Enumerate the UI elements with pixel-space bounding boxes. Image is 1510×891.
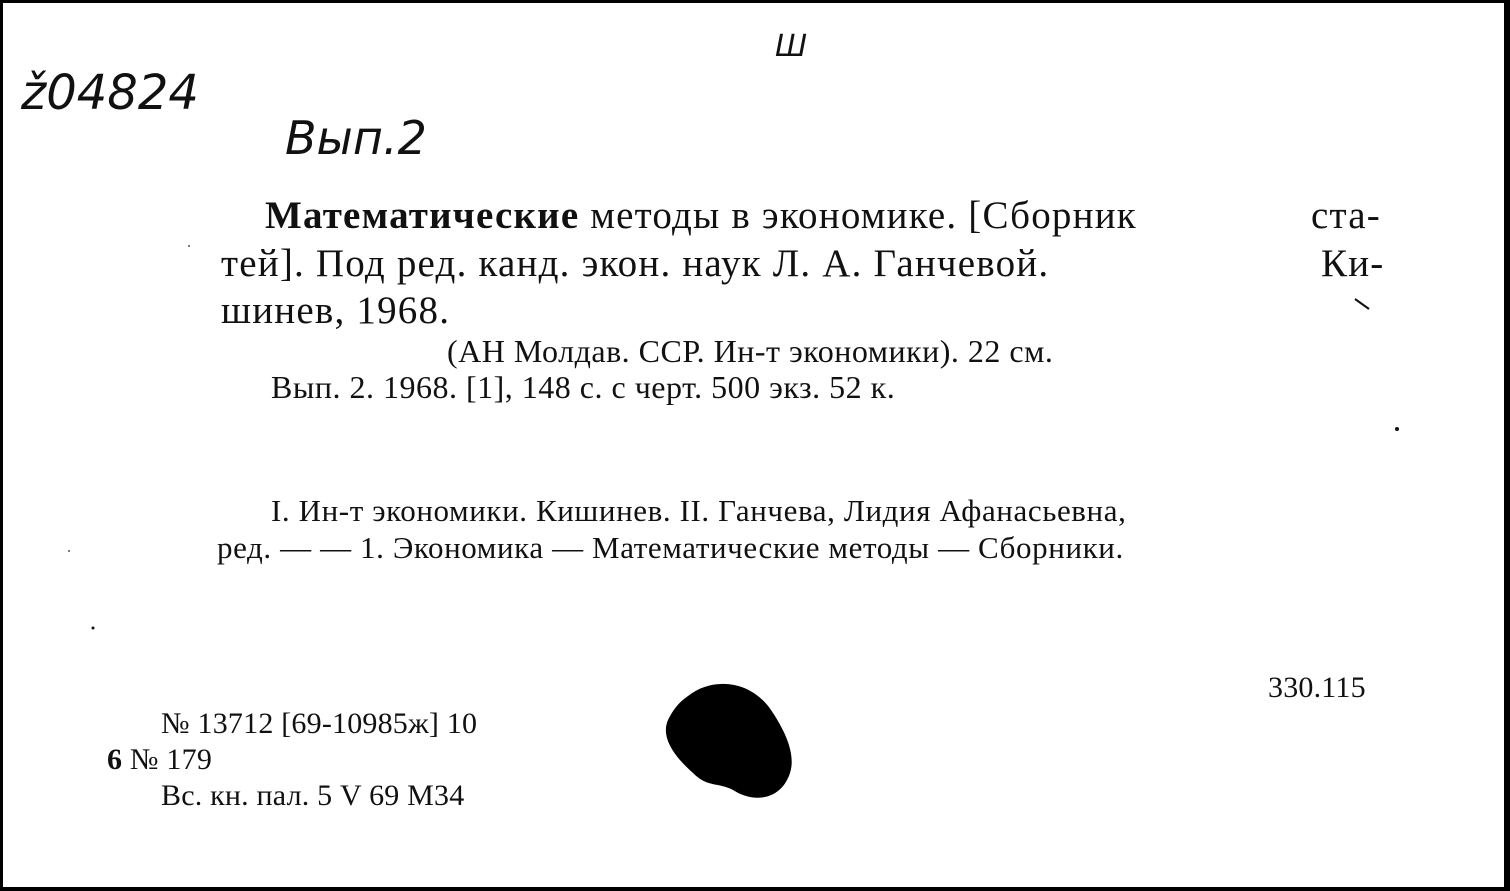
footer-line-2-text: № 179	[129, 743, 213, 776]
handwritten-corner-mark: Ш	[775, 29, 808, 64]
title-line-1-text: методы в экономике. [Сборник	[590, 194, 1137, 237]
tracings-line-2: ред. — — 1. Экономика — Математические методы — Сборники.	[217, 530, 1124, 565]
volume-line: Вып. 2. 1968. [1], 148 с. с черт. 500 экз. 52 к.	[271, 369, 896, 405]
series-statement: (АН Молдав. ССР. Ин-т экономики). 22 см.	[447, 333, 1054, 369]
title-line-3: шинев, 1968.	[221, 289, 451, 332]
title-line-2: тей]. Под ред. канд. экон. наук Л. А. Ганчевой.	[221, 242, 1050, 285]
footer-line-3: Вс. кн. пал. 5 V 69 М34	[161, 779, 465, 812]
handwritten-volume-note: Вып.2	[285, 111, 427, 165]
footer-line-2	[107, 743, 212, 777]
title-line-2-end: Ки-	[1321, 242, 1385, 285]
title-line-1	[265, 193, 1137, 238]
classification-number: 330.115	[1268, 671, 1366, 704]
handwritten-accession-number: ž04824	[21, 65, 199, 121]
footer-line-2-prefix: 6	[107, 743, 123, 776]
ink-blot	[658, 678, 818, 808]
footer-line-1: № 13712 [69-10985ж] 10	[161, 707, 478, 740]
title-line-1-end: ста-	[1311, 194, 1381, 237]
title-heading-word: Математические	[265, 194, 580, 237]
tracings-line-1: I. Ин-т экономики. Кишинев. II. Ганчева, Лидия Афанасьевна,	[271, 493, 1127, 528]
